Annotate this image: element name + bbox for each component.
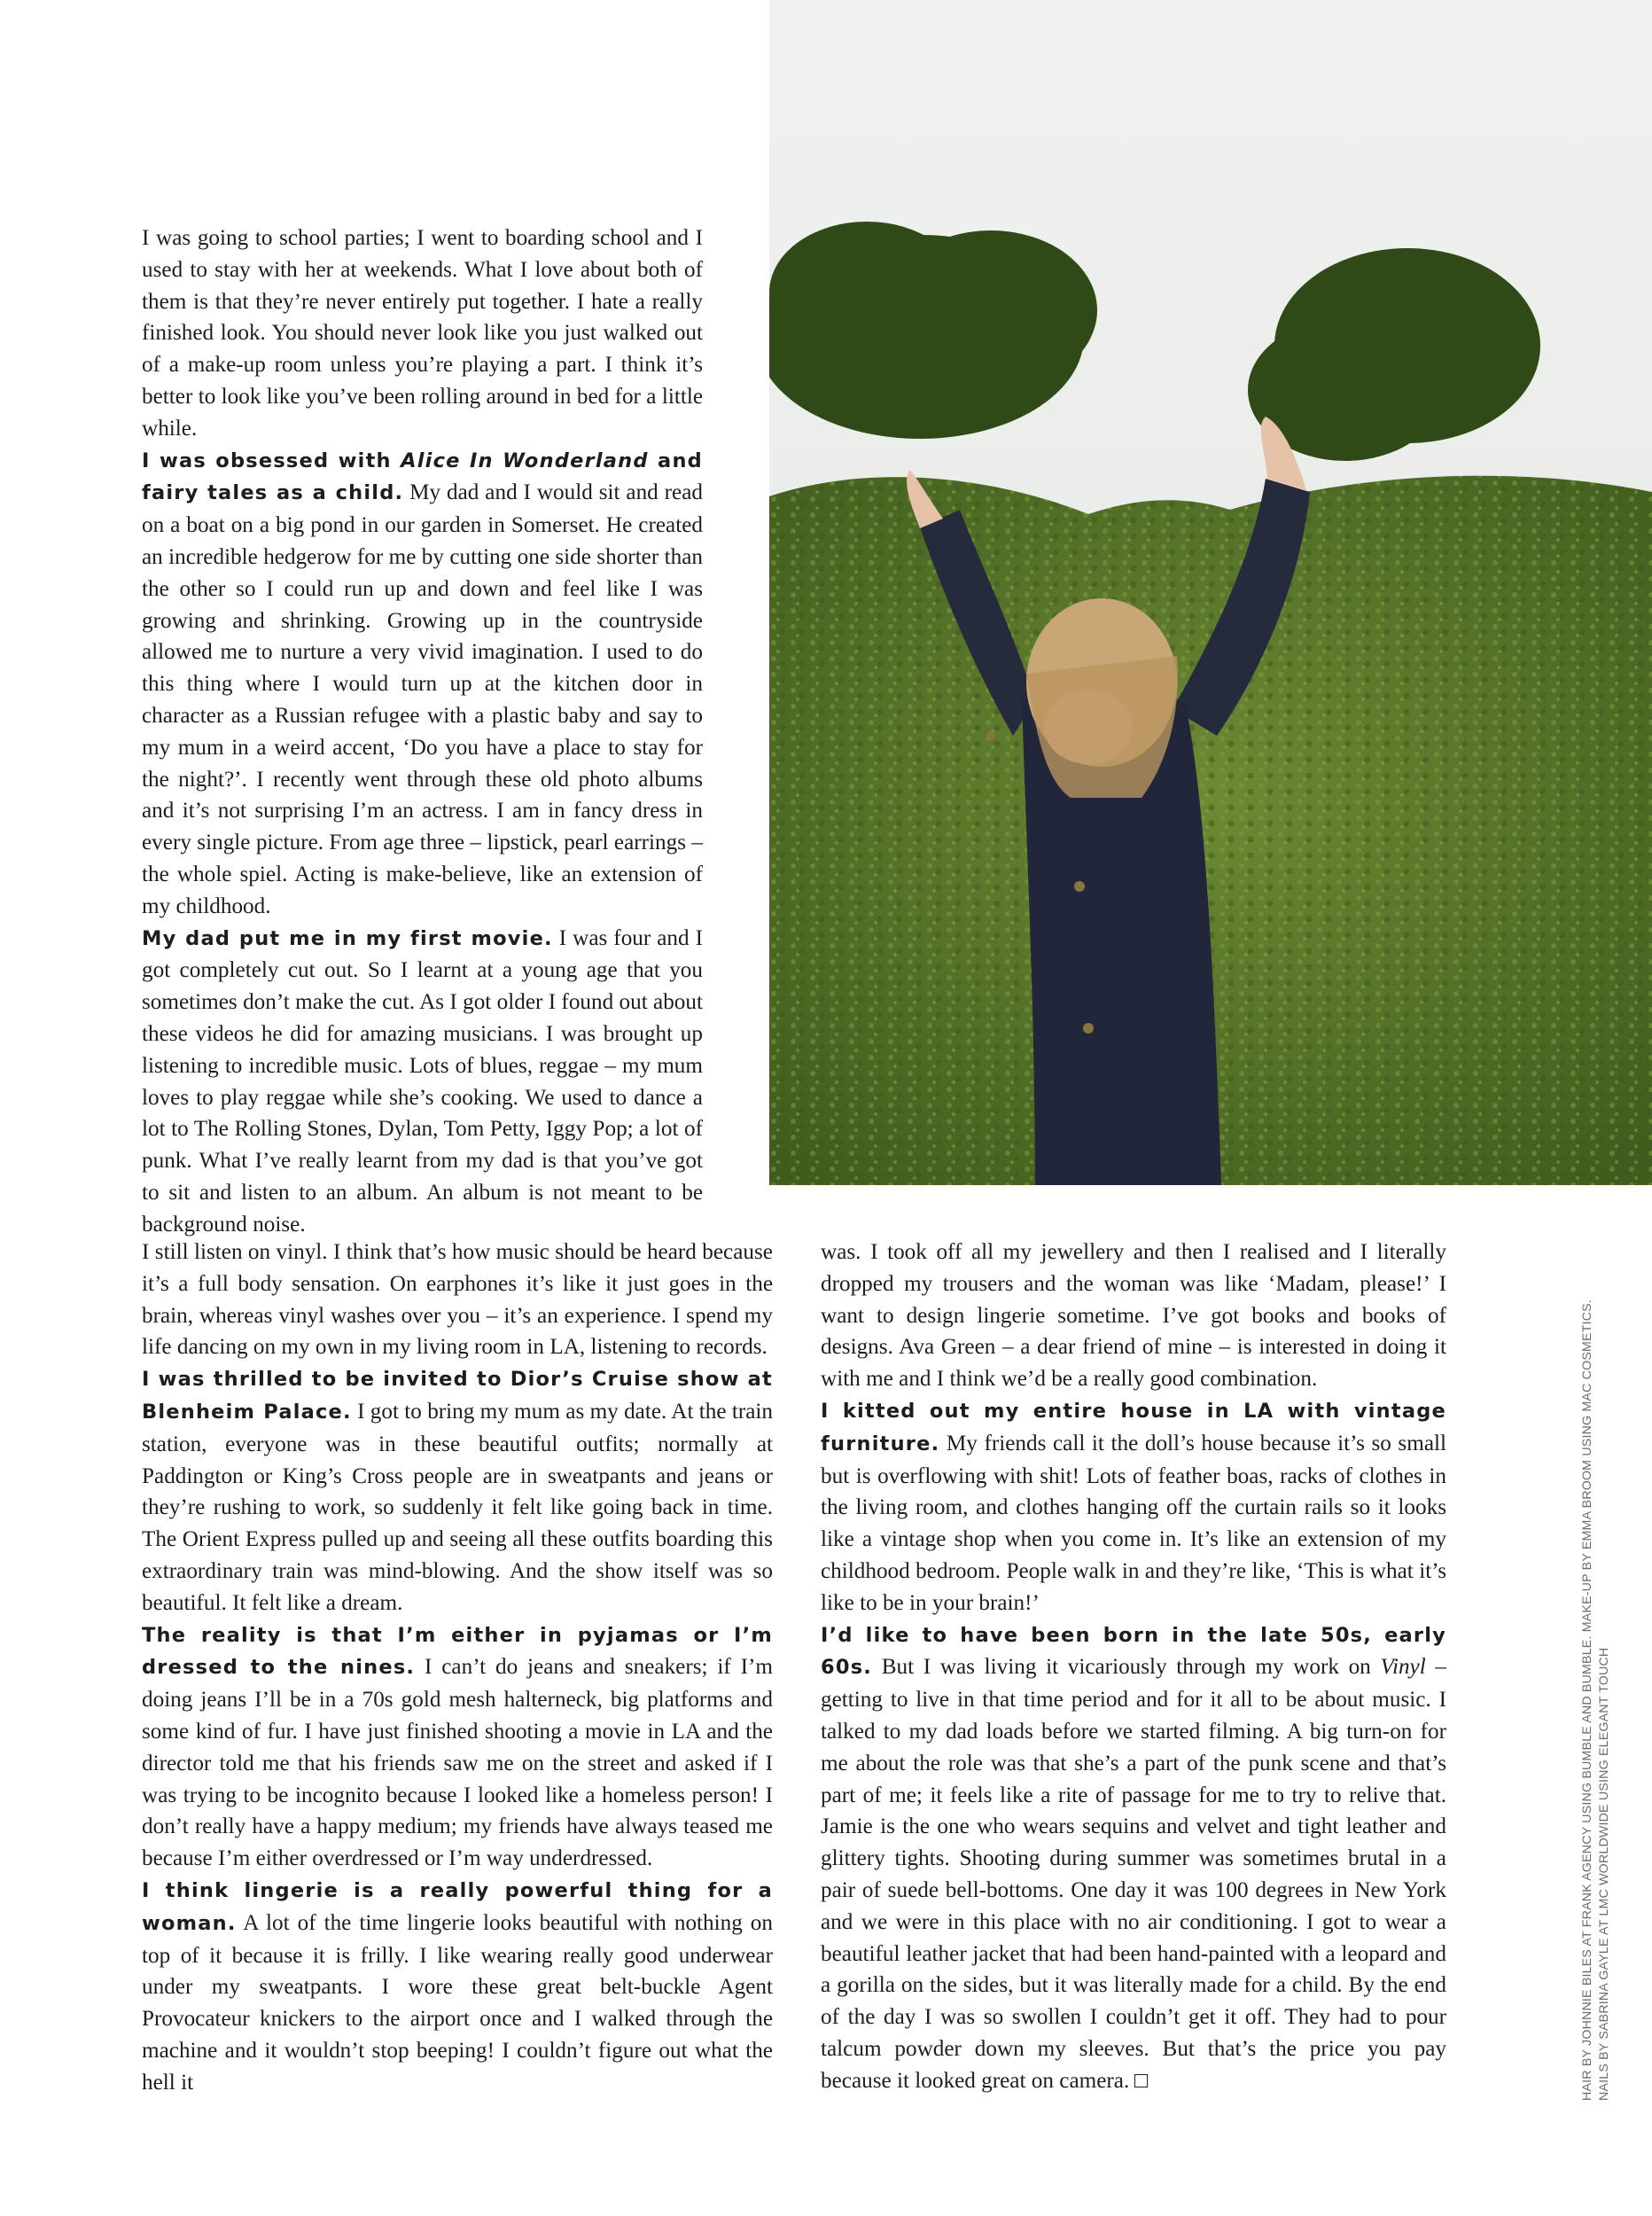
photo-illustration — [769, 0, 1652, 1185]
paragraph — [142, 1619, 773, 1875]
paragraph-text: I can’t do jeans and sneakers; if I’m doing jeans I’ll be in a 70s gold mesh halterneck, big platforms and some kind of fur. I have just finished shooting a movie in LA and the director told me that his friends saw me on the street and asked if I was trying to be incognito because I looked like a homeless person! I don’t really have a happy medium; my friends have always teased me because I’m either overdressed or I’m way underdressed. — [142, 1655, 774, 1871]
article-column-2 — [142, 1237, 773, 2099]
lead-in: My dad put me in my first movie. — [142, 926, 553, 950]
lead-in: I think lingerie is a really powerful thing for a woman. — [142, 1878, 773, 1935]
paragraph-text: My dad and I would sit and read on a boat on a big pond in our garden in Somerset. He created an incredible hedgerow for me by cutting one side shorter than the other so I could run up and down and feel like I was growing and shrinking. Growing up in the countryside allowed me to nurture a very vivid imagination. I used to do this thing where I would turn up at the kitchen door in character as a Russian refugee with a plastic baby and say to my mum in a weird accent, ‘Do you have a place to stay for the night?’. I recently went through these old photo albums and it’s not surprising I’m an actress. I am in fancy dress in every single picture. From age three – lipstick, pearl earrings – the whole spiel. Acting is make-believe, like an extension of my childhood. — [142, 480, 703, 918]
paragraph-text: – getting to live in that time period and for it all to be about music. I talked to my dad loads before we started filming. A big turn-on for me about the role was that she’s a part of the punk scene and that’s part of me; it feels like a rite of passage for me to try to relive that. Jamie is the one who wears sequins and velvet and tight leather and glittery tights. Shooting during summer was sometimes brutal in a pair of suede bell-bottoms. One day it was 100 degrees in New York and we were in this place with no air conditioning. I got to wear a beautiful leather jacket that had been hand-painted with a leopard and a gorilla on the sides, but it was literally made for a child. By the end of the day I was so swollen I couldn’t get it off. They had to pour talcum powder down my sleeves. But that’s the price you pay because it looked great on camera. — [821, 1655, 1447, 2093]
lead-in: I was thrilled to be invited to Dior’s Cruise show at Blenheim Palace. — [142, 1368, 773, 1424]
portrait-photo — [769, 0, 1652, 1185]
lead-in-text: I was obsessed with — [142, 449, 401, 472]
show-title: Vinyl — [1380, 1655, 1426, 1680]
paragraph — [821, 1395, 1446, 1619]
lead-in-title: Alice In Wonderland — [401, 449, 649, 472]
paragraph — [142, 1363, 773, 1619]
lead-in-text: and fairy tales as a child. — [142, 449, 703, 505]
credit-line: HAIR BY JOHNNIE BILES AT FRANK AGENCY USING BUMBLE AND BUMBLE. MAKE-UP BY EMMA BROOM USING MAC COSMETICS. — [1580, 1299, 1594, 2101]
paragraph — [142, 1875, 773, 2099]
photo-credits — [1579, 1299, 1613, 2101]
paragraph-text: But I was living it vicariously through my work on — [872, 1655, 1381, 1680]
article-column-3 — [821, 1237, 1446, 2097]
paragraph — [821, 1619, 1446, 2097]
paragraph: I was going to school parties; I went to boarding school and I used to stay with her at weekends. What I love about both of them is that they’re never entirely put together. I hate a really finished look. You should never look like you just walked out of a make-up room unless you’re playing a part. I think it’s better to look like you’ve been rolling around in bed for a little while. — [142, 226, 703, 441]
credit-line: NAILS BY SABRINA GAYLE AT LMC WORLDWIDE USING ELEGANT TOUCH — [1597, 1647, 1611, 2101]
lead-in: I kitted out my entire house in LA with vintage furniture. — [821, 1399, 1446, 1455]
lead-in: I’d like to have been born in the late 50s, early 60s. — [821, 1623, 1446, 1680]
paragraph-text: A lot of the time lingerie looks beautiful with nothing on top of it because it is frilly. I like wearing really good underwear under my sweatpants. I wore these great belt-buckle Agent Provocateur knickers to the airport once and I walked through the machine and it wouldn’t stop beeping! I couldn’t figure out what the hell it — [142, 1910, 773, 2095]
paragraph-text: I got to bring my mum as my date. At the train station, everyone was in these beautiful outfits; normally at Paddington or King’s Cross people are in sweatpants and jeans or they’re rushing to work, so suddenly it felt like going back in time. The Orient Express pulled up and seeing all these outfits boarding this extraordinary train was mind-blowing. And the show itself was so beautiful. It felt like a dream. — [142, 1399, 774, 1615]
end-mark-icon — [1134, 2074, 1148, 2087]
paragraph — [142, 445, 703, 923]
paragraph: I still listen on vinyl. I think that’s how music should be heard because it’s a full body sensation. On earphones it’s like it just goes in the brain, whereas vinyl washes over you – it’s an experience. I spend my life dancing on my own in my living room in LA, listening to records. — [142, 1240, 773, 1360]
lead-in: The reality is that I’m either in pyjamas or I’m dressed to the nines. — [142, 1623, 773, 1680]
paragraph-text: My friends call it the doll’s house because it’s so small but is overflowing with shit! Lots of feather boas, racks of clothes in the living room, and clothes hanging off the curtain rails so it looks like a vintage shop when you come in. It’s like an extension of my childhood bedroom. People walk in and they’re like, ‘This is what it’s like to be in your brain!’ — [821, 1431, 1446, 1615]
paragraph — [142, 923, 703, 1241]
paragraph-text: I was four and I got completely cut out. So I learnt at a young age that you sometimes don’t make the cut. As I got older I found out about these videos he did for amazing musicians. I was brought up listening to incredible music. Lots of blues, reggae – my mum loves to play reggae while she’s cooking. We used to dance a lot to The Rolling Stones, Dylan, Tom Petty, Iggy Pop; a lot of punk. What I’ve really learnt from my dad is that you’ve got to sit and listen to an album. An album is not meant to be background noise. — [142, 925, 703, 1237]
article-column-1 — [142, 222, 703, 1241]
paragraph: was. I took off all my jewellery and then I realised and I literally dropped my trousers and the woman was like ‘Madam, please!’ I want to design lingerie sometime. I’ve got books and books of designs. Ava Green – a dear friend of mine – is interested in doing it with me and I think we’d be a really good combination. — [821, 1240, 1446, 1392]
